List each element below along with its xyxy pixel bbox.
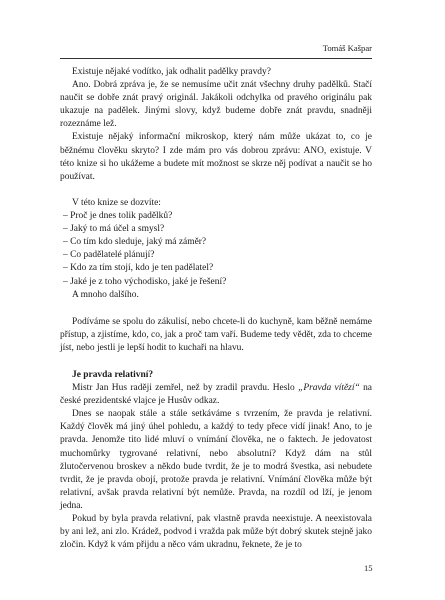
paragraph: Existuje nějaké vodítko, jak odhalit padělky pravdy?	[72, 67, 271, 77]
list-item: – Jaký to má účel a smysl?	[63, 224, 165, 235]
list-item: – Proč je dnes tolik padělků?	[63, 211, 173, 222]
list-outro: A mnoho dalšího.	[72, 289, 139, 300]
list-item: – Co padělatelé plánují?	[63, 250, 155, 261]
paragraph: Podíváme se spolu do zákulisí, nebo chcete-li do kuchyně, kam běžně nemáme přístup, a zjistíme, kdo, co, jak a proč tam vaří. Budeme tedy vědět, zda to chceme jíst, nebo jestli je lepší hodit to kuchaři na hlavu.	[60, 316, 372, 353]
list-intro: V této knize se dozvíte:	[72, 197, 161, 208]
paragraph	[60, 382, 372, 408]
paragraph: Ano. Dobrá zpráva je, že se nemusíme učit znát všechny druhy padělků. Stačí naučit se dobře znát pravý originál. Jakákoli odchylka od pravého originálu pak ukazuje na padělek. Jinými slovy, když budeme dobře znát pravdu, snadněji rozeznáme lež.	[60, 80, 372, 130]
list-item: – Co tím kdo sleduje, jaký má záměr?	[63, 237, 207, 248]
topic-list	[60, 210, 372, 289]
section-heading: Je pravda relativní?	[72, 369, 154, 380]
spacer	[60, 302, 372, 316]
spacer	[60, 355, 372, 369]
paragraph-end: na české prezidentské vlajce je Husův odkaz.	[60, 383, 372, 407]
paragraph: Dnes se naopak stále a stále setkáváme s tvrzením, že pravda je relativní. Každý člověk má jiný úhel pohledu, a každý to tedy přece vidí jinak! Ano, to je pravda. Jenomže tito lidé mluví o vnímání člověka, ne o faktech. Je jedovatost muchomůrky tygrované relativní, nebo absolutní? Když dám na stůl žlutočervenou broskev a někdo bude tvrdit, že je to modrá švestka, asi nebudete tvrdit, že je pravda obojí, protože pravda je relativní. Vnímání člověka může být relativní, avšak pravda relativní být nemůže. Pravda, na rozdíl od lží, je jenom jedna.	[60, 409, 372, 511]
paragraph: Existuje nějaký informační mikroskop, který nám může ukázat to, co je běžnému člověku skryto? I zde mám pro vás dobrou zprávu: ANO, existuje. V této knize si ho ukážeme a budete mít možnost se skrze něj podívat a naučit se ho používat.	[60, 132, 372, 182]
page-number: 15	[364, 563, 373, 573]
header-author: Tomáš Kašpar	[322, 43, 372, 53]
list-item: – Kdo za tím stojí, kdo je ten padělatel?	[63, 263, 214, 274]
list-item: – Jaké je z toho východisko, jaké je řešení?	[63, 276, 227, 287]
spacer	[60, 184, 372, 197]
page-body	[60, 66, 372, 552]
paragraph: Pokud by byla pravda relativní, pak vlastně pravda neexistuje. A neexistovala by ani lež, ani zlo. Krádež, podvod i vražda pak může být dobrý skutek stejně jako zločin. Když k vám přijdu a něco vám ukradnu, řeknete, že je to	[60, 514, 372, 551]
quote-motto: „Pravda vítězí“	[298, 383, 360, 394]
paragraph-start: Mistr Jan Hus raději zemřel, než by zradil pravdu. Heslo	[72, 383, 299, 394]
running-header	[60, 43, 372, 59]
